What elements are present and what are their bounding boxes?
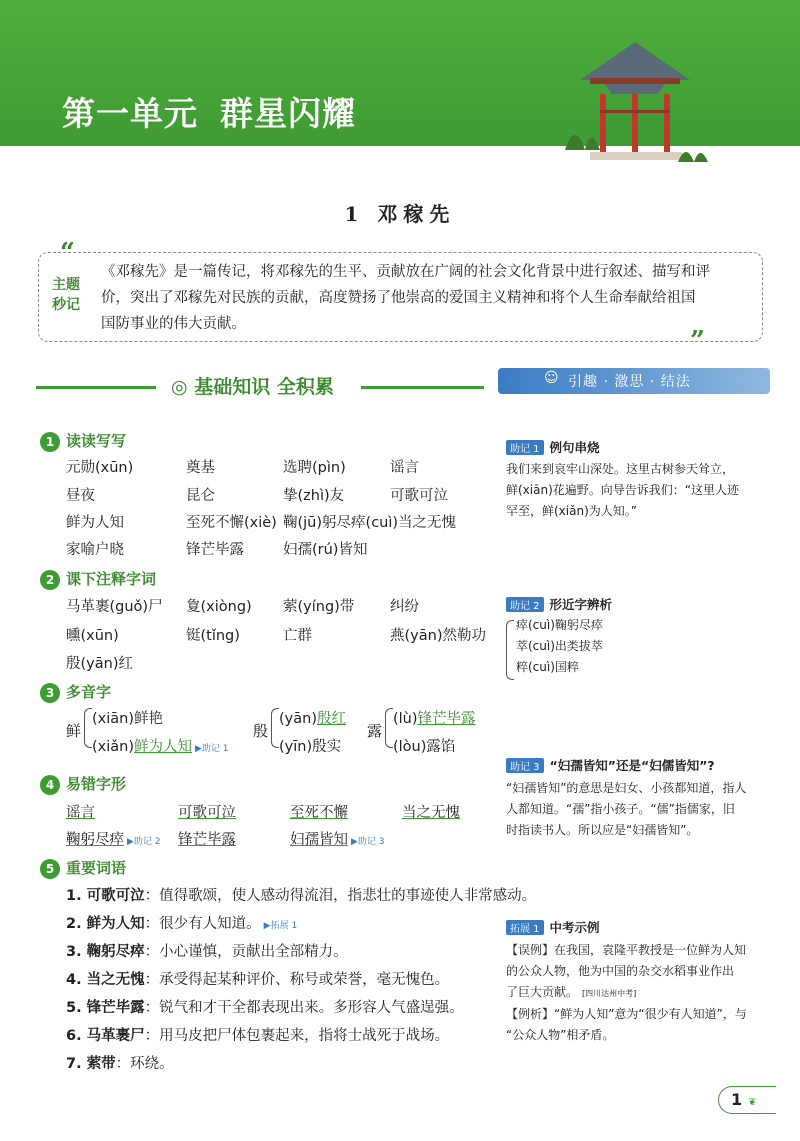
- sub-title: 读读写写: [66, 432, 127, 450]
- error-word: 谣言: [66, 805, 95, 821]
- polyphone-char-yin: 殷: [253, 722, 269, 740]
- vocab-item: [66, 940, 348, 961]
- sub-title: 课下注释字词: [66, 570, 157, 588]
- side-note-2-text: [516, 615, 784, 678]
- vocab-def: ：环绕。: [115, 1056, 174, 1072]
- vocab-term: 7. 萦带: [66, 1056, 116, 1072]
- heading-line-left: [36, 386, 156, 389]
- side-title: 引趣 · 激思 · 结法: [568, 374, 691, 390]
- error-word: 鞠躬尽瘁: [66, 832, 124, 848]
- theme-label-line-1: 主题: [52, 277, 80, 293]
- pinyin: (lù): [393, 711, 418, 727]
- polyphone-char-xian: 鲜: [66, 722, 82, 740]
- note-line: 罕至，鲜(xiǎn)为人知。”: [506, 504, 637, 518]
- vocab-def: ：锐气和才干全都表现出来。多形容人气盛逞强。: [144, 1000, 464, 1016]
- theme-text: [101, 259, 754, 337]
- vocab-item: [66, 912, 297, 933]
- side-note-4-text: [506, 940, 774, 1046]
- word-item: 昼夜: [66, 488, 95, 504]
- unit-title: [62, 88, 356, 135]
- sub-heading-5: [40, 857, 126, 877]
- memo-badge: 助记 1: [506, 440, 544, 455]
- polyphone-reading: [393, 707, 476, 728]
- word-item: 鲜为人知: [66, 515, 124, 531]
- pavilion-illustration: [560, 40, 710, 170]
- word-item: 萦(yíng)带: [283, 599, 355, 615]
- theme-summary-box: [38, 252, 763, 342]
- error-word: 当之无愧: [402, 805, 460, 821]
- error-word-row: [290, 828, 385, 849]
- word-item: 铤(tǐng): [186, 628, 240, 644]
- word-item: 鞠(jū)躬尽瘁(cuì)当之无愧: [283, 515, 457, 531]
- vocab-item: [66, 1052, 174, 1073]
- word-item: 奠基: [186, 460, 215, 476]
- memo-badge: 助记 3: [506, 758, 544, 773]
- page-number: [718, 1086, 776, 1114]
- source-tag: [四川达州中考]: [582, 989, 637, 998]
- error-word: 至死不懈: [290, 805, 348, 821]
- extend-badge: 拓展 1: [506, 920, 544, 935]
- polyphone-reading: [279, 707, 346, 728]
- note-line: 时指读书人。所以应是“妇孺皆知”。: [506, 823, 699, 837]
- vocab-def: ：承受得起某种评价、称号或荣誉，毫无愧色。: [144, 972, 450, 988]
- word-item: 选聘(pìn): [283, 460, 346, 476]
- reader-figure-icon: ☺: [544, 370, 559, 386]
- word-item: 曛(xūn): [66, 628, 119, 644]
- leaf-icon: ❦: [748, 1097, 757, 1108]
- note-title-text: 中考示例: [549, 920, 600, 935]
- side-note-1-text: [506, 459, 774, 522]
- error-word: 可歌可泣: [178, 805, 236, 821]
- section-heading: [36, 372, 484, 402]
- error-word: 妇孺皆知: [290, 832, 348, 848]
- word-item: 可歌可泣: [390, 488, 448, 504]
- note-line: “妇孺皆知”的意思是妇女、小孩都知道，指人: [506, 781, 747, 795]
- note-line: 鲜(xiān)花遍野。向导告诉我们：“这里人迹: [506, 483, 739, 497]
- side-heading: [498, 368, 770, 394]
- polyphone-reading: (xiān)鲜艳: [92, 711, 163, 727]
- memo-link[interactable]: ▶助记 3: [351, 836, 385, 847]
- vocab-item: [66, 884, 536, 905]
- pinyin: (xiǎn): [92, 739, 134, 755]
- sub-title: 多音字: [66, 683, 112, 701]
- theme-text-line-3: 国防事业的伟大贡献。: [101, 316, 246, 332]
- polyphone-reading: (yīn)殷实: [279, 739, 342, 755]
- word-item: 妇孺(rú)皆知: [283, 542, 368, 558]
- section-title-text: 基础知识 全积累: [194, 376, 334, 398]
- theme-text-line-1: 《邓稼先》是一篇传记，将邓稼先的生平、贡献放在广阔的社会文化背景中进行叙述、描写和评: [101, 264, 710, 280]
- word-item: 元勋(xūn): [66, 460, 134, 476]
- polyphone-reading: [92, 735, 229, 756]
- note-line: 的公众人物，他为中国的杂交水稻事业作出: [506, 964, 735, 978]
- quote-open-icon: “: [60, 238, 75, 268]
- note-line-text: 了巨大贡献。: [506, 985, 579, 999]
- sub-heading-3: [40, 681, 111, 701]
- lesson-title: 1 邓稼先: [344, 202, 456, 226]
- sub-heading-1: [40, 430, 126, 450]
- vocab-item: [66, 1024, 449, 1045]
- side-note-3-text: [506, 778, 774, 841]
- error-word-row: [66, 828, 161, 849]
- note-line: “公众人物”相矛盾。: [506, 1028, 615, 1042]
- memo-badge: 助记 2: [506, 597, 544, 612]
- word-item: 昆仑: [186, 488, 215, 504]
- brace: [385, 708, 393, 748]
- word-item: 马革裹(guǒ)尸: [66, 599, 163, 615]
- section-title: [171, 372, 334, 399]
- word-item: 夐(xiòng): [186, 599, 252, 615]
- note-title-text: 形近字辨析: [549, 597, 613, 612]
- theme-text-line-2: 价，突出了邓稼先对民族的贡献，高度赞扬了他崇高的爱国主义精神和将个人生命奉献给祖国: [101, 290, 696, 306]
- sub-number: 5: [40, 859, 60, 879]
- sub-title: 重要词语: [66, 859, 127, 877]
- sub-number: 1: [40, 432, 60, 452]
- vocab-term: 4. 当之无愧: [66, 972, 145, 988]
- quote-close-icon: ”: [690, 326, 705, 356]
- polyphone-word: 殷红: [316, 711, 346, 727]
- unit-theme: 群星闪耀: [220, 94, 356, 133]
- word-item: 锋芒毕露: [186, 542, 244, 558]
- brace: [271, 708, 279, 748]
- vocab-def: ：值得歌颂，使人感动得流泪，指悲壮的事迹使人非常感动。: [144, 888, 537, 904]
- word-item: 家喻户晓: [66, 542, 124, 558]
- vocab-def: ：用马皮把尸体包裹起来，指将士战死于战场。: [144, 1028, 450, 1044]
- sub-number: 2: [40, 570, 60, 590]
- vocab-def: ：很少有人知道。: [144, 916, 261, 932]
- polyphone-word: 鲜为人知: [134, 739, 192, 755]
- sub-number: 3: [40, 683, 60, 703]
- note-title-text: 例句串烧: [549, 440, 600, 455]
- polyphone-reading: (lòu)露馅: [393, 739, 456, 755]
- unit-label: 第一单元: [62, 94, 198, 133]
- word-item: 至死不懈(xiè): [186, 515, 277, 531]
- vocab-term: 3. 鞠躬尽瘁: [66, 944, 145, 960]
- vocab-def: ：小心谨慎，贡献出全部精力。: [144, 944, 348, 960]
- word-item: 亡群: [283, 628, 312, 644]
- error-word: 锋芒毕露: [178, 832, 236, 848]
- extend-link[interactable]: ▶拓展 1: [263, 920, 298, 931]
- vocab-term: 2. 鲜为人知: [66, 916, 145, 932]
- sub-number: 4: [40, 775, 60, 795]
- memo-link[interactable]: ▶助记 2: [127, 836, 161, 847]
- word-item: 挚(zhì)友: [283, 488, 345, 504]
- swirl-icon: ◎: [171, 376, 195, 398]
- note-line: 瘁(cuì)鞠躬尽瘁: [516, 618, 603, 632]
- word-item: 谣言: [390, 460, 419, 476]
- word-item: 殷(yān)红: [66, 656, 133, 672]
- vocab-term: 5. 锋芒毕露: [66, 1000, 145, 1016]
- side-note-3-title: [506, 756, 715, 774]
- sub-heading-2: [40, 568, 156, 588]
- note-line: 萃(cuì)出类拔萃: [516, 639, 603, 653]
- note-line: [506, 982, 774, 1004]
- word-item: 纠纷: [390, 599, 419, 615]
- vocab-term: 6. 马革裹尸: [66, 1028, 145, 1044]
- brace: [84, 708, 92, 748]
- polyphone-word: 锋芒毕露: [417, 711, 476, 727]
- word-item: 燕(yān)然勒功: [390, 628, 486, 644]
- sub-heading-4: [40, 773, 126, 793]
- polyphone-char-lu: 露: [367, 722, 383, 740]
- side-note-4-title: [506, 918, 600, 936]
- note-line: 【误例】在我国，袁隆平教授是一位鲜为人知: [506, 943, 747, 957]
- pinyin: (yān): [279, 711, 317, 727]
- vocab-term: 1. 可歌可泣: [66, 888, 145, 904]
- sub-title: 易错字形: [66, 775, 127, 793]
- note-line: 人都知道。“孺”指小孩子。“儒”指儒家，旧: [506, 802, 735, 816]
- memo-link[interactable]: ▶助记 1: [195, 743, 229, 754]
- note-line: 粹(cuì)国粹: [516, 660, 579, 674]
- heading-line-right: [361, 386, 484, 389]
- note-line: 我们来到哀牢山深处。这里古树参天耸立，: [506, 462, 735, 476]
- vocab-item: [66, 968, 449, 989]
- side-note-1-title: [506, 438, 600, 456]
- brace: [506, 620, 514, 680]
- note-line: 【例析】“鲜为人知”意为“很少有人知道”，与: [506, 1007, 747, 1021]
- note-title-text: “妇孺皆知”还是“妇儒皆知”?: [549, 758, 715, 773]
- theme-label: [47, 275, 85, 315]
- page-number-text: 1: [731, 1090, 743, 1109]
- theme-label-line-2: 秒记: [52, 297, 80, 313]
- side-note-2-title: [506, 595, 612, 613]
- vocab-item: [66, 996, 464, 1017]
